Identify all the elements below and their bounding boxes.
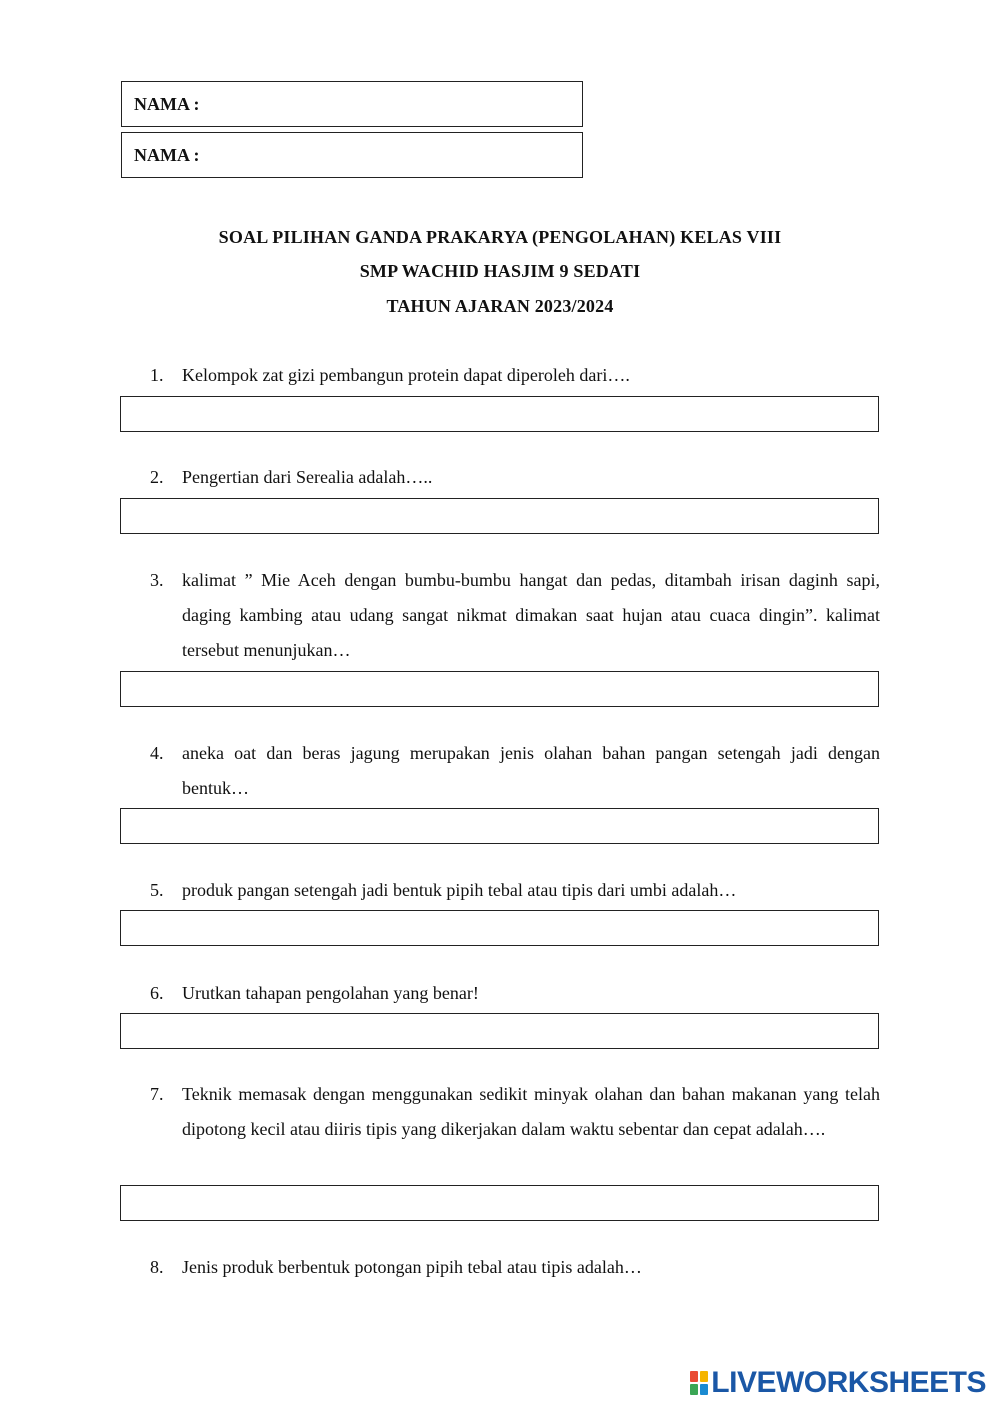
answer-input-4[interactable] (120, 808, 879, 844)
name-input-2[interactable] (220, 139, 576, 171)
answer-input-2[interactable] (120, 498, 879, 534)
question-text: kalimat ” Mie Aceh dengan bumbu-bumbu hangat dan pedas, ditambah irisan daginh sapi, daging kambing atau udang sangat nikmat dimakan saat hujan atau cuaca dingin”. kalimat tersebut menunjukan… (182, 570, 880, 660)
question-number: 4. (150, 743, 164, 763)
question-text: Urutkan tahapan pengolahan yang benar! (182, 983, 479, 1003)
answer-input-7[interactable] (120, 1185, 879, 1221)
logo-tile-v (690, 1384, 698, 1395)
liveworksheets-wordmark: LIVEWORKSHEETS (711, 1366, 986, 1399)
logo-tile-l (690, 1371, 698, 1382)
academic-year: TAHUN AJARAN 2023/2024 (386, 296, 614, 316)
question-text: Jenis produk berbentuk potongan pipih tebal atau tipis adalah… (182, 1257, 642, 1277)
question-text: Teknik memasak dengan menggunakan sedikit minyak olahan dan bahan makanan yang telah dipotong kecil atau diiris tipis yang dikerjakan dalam waktu sebentar dan cepat adalah…. (182, 1084, 880, 1139)
question-number: 8. (150, 1257, 164, 1277)
name-label-2: NAMA : (134, 144, 200, 165)
logo-tile-e (700, 1384, 708, 1395)
question-number: 6. (150, 983, 164, 1003)
question-number: 5. (150, 880, 164, 900)
name-input-1[interactable] (220, 88, 576, 120)
answer-input-3[interactable] (120, 671, 879, 707)
name-label-1: NAMA : (134, 93, 200, 114)
worksheet-title: SOAL PILIHAN GANDA PRAKARYA (PENGOLAHAN) KELAS VIII (218, 227, 782, 247)
question-number: 3. (150, 570, 164, 590)
name-field-1 (121, 81, 583, 127)
question-text: Pengertian dari Serealia adalah….. (182, 467, 433, 487)
answer-input-5[interactable] (120, 910, 879, 946)
question-number: 1. (150, 365, 164, 385)
question-text: Kelompok zat gizi pembangun protein dapat diperoleh dari…. (182, 365, 630, 385)
question-text: aneka oat dan beras jagung merupakan jenis olahan bahan pangan setengah jadi dengan bentuk… (182, 743, 880, 798)
question-number: 7. (150, 1084, 164, 1104)
liveworksheets-logo-icon (690, 1371, 708, 1395)
liveworksheets-logo (690, 1366, 986, 1400)
answer-input-1[interactable] (120, 396, 879, 432)
answer-input-6[interactable] (120, 1013, 879, 1049)
logo-tile-i (700, 1371, 708, 1382)
name-field-2 (121, 132, 583, 178)
question-number: 2. (150, 467, 164, 487)
school-name: SMP WACHID HASJIM 9 SEDATI (359, 261, 641, 281)
question-text: produk pangan setengah jadi bentuk pipih tebal atau tipis dari umbi adalah… (182, 880, 737, 900)
